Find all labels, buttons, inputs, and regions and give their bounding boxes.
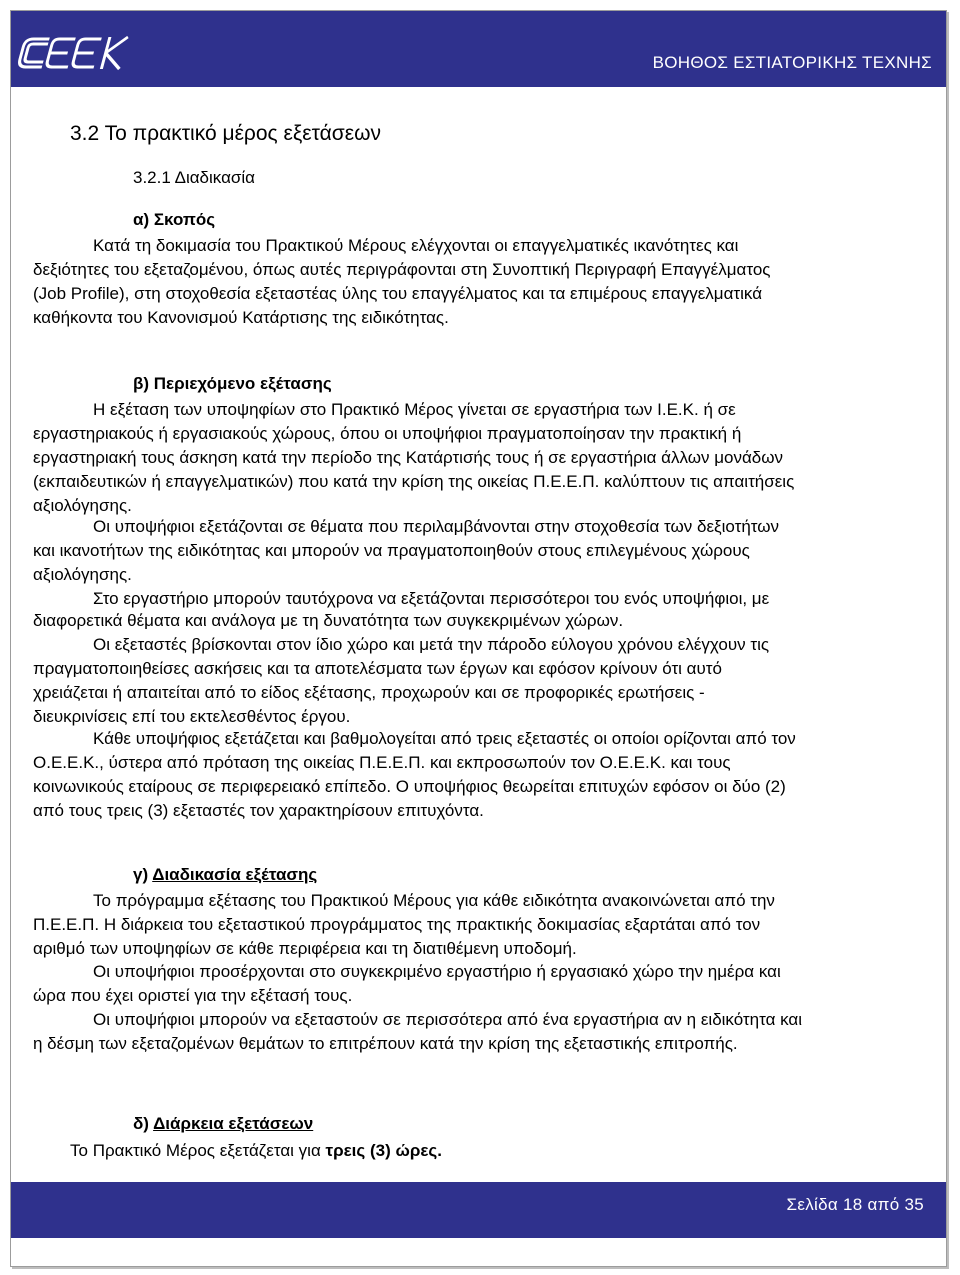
text-line: Η εξέταση των υποψηφίων στο Πρακτικό Μέρος γίνεται σε εργαστήρια των Ι.Ε.Κ. ή σε xyxy=(93,400,736,419)
purpose-heading: α) Σκοπός xyxy=(133,210,216,229)
text-line: Κάθε υποψήφιος εξετάζεται και βαθμολογείται από τρεις εξεταστές οι οποίοι ορίζονται από τον xyxy=(93,729,796,748)
text-line: Οι υποψήφιοι μπορούν να εξεταστούν σε περισσότερα από ένα εργαστήρια αν η ειδικότητα και xyxy=(93,1010,803,1029)
text-line: (εκπαιδευτικών ή επαγγελματικών) που κατά την κρίση της οικείας Π.Ε.Ε.Π. καλύπτουν τις απαιτήσεις xyxy=(33,472,795,491)
text-line: χρειάζεται ή απαιτείται από το είδος εξέτασης, προχωρούν και σε προφορικές ερωτήσεις - xyxy=(33,683,705,702)
duration-heading xyxy=(133,1114,313,1134)
text-line: Ο.Ε.Ε.Κ., ύστερα από πρόταση της οικείας Π.Ε.Ε.Π. και εκπροσωπούν τον Ο.Ε.Ε.Κ. και τους xyxy=(33,753,731,772)
page-header xyxy=(11,11,946,87)
text-line: διευκρινίσεις επί του εκτελεσθέντος έργου. xyxy=(33,707,351,726)
content-heading: β) Περιεχόμενο εξέτασης xyxy=(133,374,332,393)
text-line: Π.Ε.Ε.Π. Η διάρκεια του εξεταστικού προγράμματος της πρακτικής δοκιμασίας εξαρτάται από τον xyxy=(33,915,761,934)
text-line: καθήκοντα του Κανονισμού Κατάρτισης της ειδικότητας. xyxy=(33,308,449,327)
text-line: Οι εξεταστές βρίσκονται στον ίδιο χώρο και μετά την πάροδο εύλογου χρόνου ελέγχουν τις xyxy=(93,635,770,654)
procedure-heading-prefix: γ) xyxy=(133,865,153,884)
duration-text-plain: Το Πρακτικό Μέρος εξετάζεται για xyxy=(70,1141,326,1160)
text-line: εργαστηριακή τους άσκηση κατά την περίοδο της Κατάρτισής τους ή σε εργαστήρια άλλων μονάδων xyxy=(33,448,784,467)
procedure-heading-text: Διαδικασία εξέτασης xyxy=(152,865,318,884)
text-line: (Job Profile), στη στοχοθεσία εξεταστέας ύλης του επαγγέλματος και τα επιμέρους επαγγελματικά xyxy=(33,284,763,303)
page-footer xyxy=(11,1182,946,1238)
duration-text xyxy=(70,1141,442,1161)
duration-heading-prefix: δ) xyxy=(133,1114,154,1133)
text-line: αξιολόγησης. xyxy=(33,565,132,584)
procedure-heading xyxy=(133,865,317,885)
text-line: Κατά τη δοκιμασία του Πρακτικού Μέρους ελέγχονται οι επαγγελματικές ικανότητες και xyxy=(93,236,739,255)
text-line: Το πρόγραμμα εξέτασης του Πρακτικού Μέρους για κάθε ειδικότητα ανακοινώνεται από την xyxy=(93,891,775,910)
text-line: κοινωνικούς εταίρους σε περιφερειακό επίπεδο. Ο υποψήφιος θεωρείται επιτυχών εφόσον οι δύο (2) xyxy=(33,777,786,796)
ceek-logo xyxy=(21,20,139,73)
text-line: πραγματοποιηθείσες ασκήσεις και τα αποτελέσματα των έργων και εφόσον κρίνουν ότι αυτό xyxy=(33,659,722,678)
duration-text-bold: τρεις (3) ώρες. xyxy=(325,1141,442,1160)
svg-text:CEEK: CEEK xyxy=(21,20,65,37)
document-title: ΒΟΗΘΟΣ ΕΣΤΙΑΤΟΡΙΚΗΣ ΤΕΧΝΗΣ xyxy=(652,53,932,72)
section-title: 3.2 Το πρακτικό μέρος εξετάσεων xyxy=(70,122,382,145)
text-line: αριθμό των υποψηφίων σε κάθε περιφέρεια και τη διατιθέμενη υποδομή. xyxy=(33,939,577,958)
page-number: Σελίδα 18 από 35 xyxy=(786,1195,924,1214)
subsection-title: 3.2.1 Διαδικασία xyxy=(133,168,256,187)
text-line: εργαστηριακούς ή εργασιακούς χώρους, όπου οι υποψήφιοι πραγματοποίησαν την πρακτική ή xyxy=(33,424,742,443)
text-line: αξιολόγησης. xyxy=(33,496,132,515)
text-line: δεξιότητες του εξεταζομένου, όπως αυτές περιγράφονται στη Συνοπτική Περιγραφή Επαγγέλματος xyxy=(33,260,771,279)
text-line: η δέσμη των εξεταζομένων θεμάτων το επιτρέπουν κατά την κρίση της εξεταστικής επιτροπής. xyxy=(33,1034,738,1053)
text-line: από τους τρεις (3) εξεταστές τον χαρακτηρίσουν επιτυχόντα. xyxy=(33,801,484,820)
text-line: Οι υποψήφιοι προσέρχονται στο συγκεκριμένο εργαστήριο ή εργασιακό χώρο την ημέρα και xyxy=(93,962,781,981)
text-line: Οι υποψήφιοι εξετάζονται σε θέματα που περιλαμβάνονται στην στοχοθεσία των δεξιοτήτων xyxy=(93,517,780,536)
text-line: Στο εργαστήριο μπορούν ταυτόχρονα να εξετάζονται περισσότεροι του ενός υποψήφιοι, με xyxy=(93,589,770,608)
duration-heading-text: Διάρκεια εξετάσεων xyxy=(153,1114,314,1133)
text-line: διαφορετικά θέματα και ανάλογα με τη δυνατότητα των συγκεκριμένων χώρων. xyxy=(33,611,624,630)
text-line: και ικανοτήτων της ειδικότητας και μπορούν να πραγματοποιηθούν στους επιλεγμένους χώρους xyxy=(33,541,750,560)
text-line: ώρα που έχει οριστεί για την εξέτασή τους. xyxy=(33,986,353,1005)
